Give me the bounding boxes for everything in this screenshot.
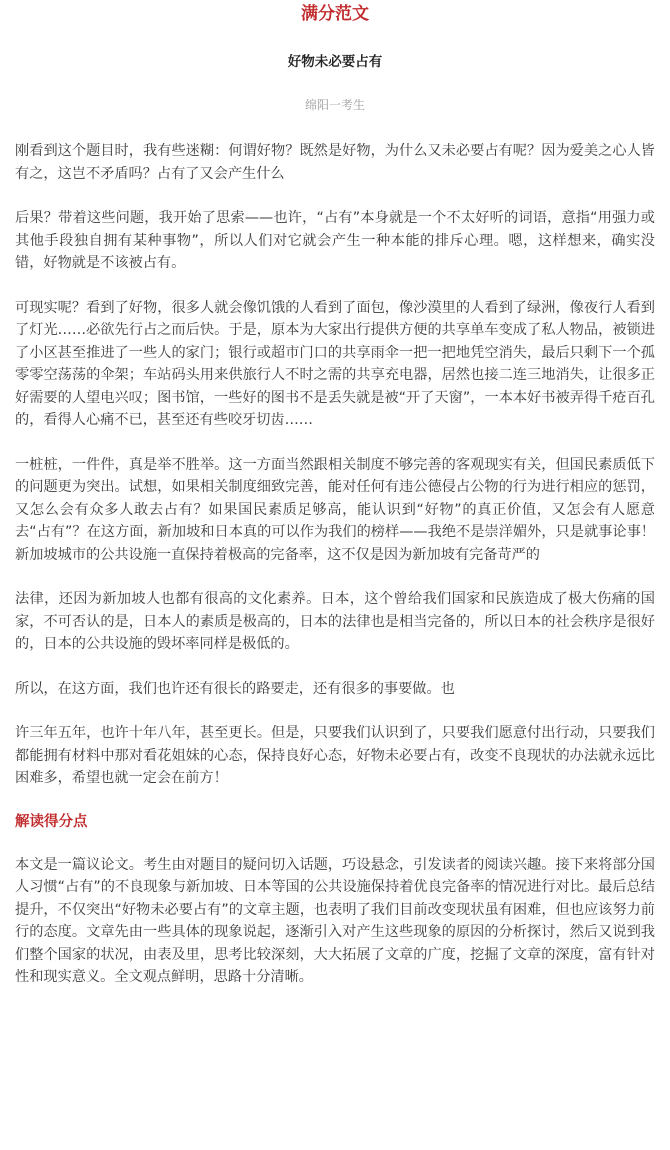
essay-paragraph-5: 法律，还因为新加坡人也都有很高的文化素养。日本，这个曾给我们国家和民族造成了极大伤痛的国家，不可否认的是，日本人的素质是极高的，日本的法律也是相当完备的，所以日本的社会秩序是很好的，日本的公共设施的毁坏率同样是极低的。 bbox=[15, 591, 655, 652]
essay-paragraph-4: 一桩桩，一件件，真是举不胜举。这一方面当然跟相关制度不够完善的客观现实有关，但国民素质低下的问题更为突出。试想，如果相关制度细致完善，能对任何有违公德侵占公物的行为进行相应的惩罚，又怎么会有众多人敢去占有？如果国民素质足够高，能认识到“好物”的真正价值，又怎会有人愿意去“占有”？在这方面，新加坡和日本真的可以作为我们的榜样——我绝不是崇洋媚外，只是就事论事！新加坡城市的公共设施一直保持着极高的完备率，这不仅是因为新加坡有完备苛严的 bbox=[15, 456, 655, 563]
essay-paragraph-2: 后果？带着这些问题，我开始了思索——也许，“占有”本身就是一个不太好听的词语，意指“用强力或其他手段独自拥有某种事物”，所以人们对它就会产生一种本能的排斥心理。嗯，这样想来，确实没错，好物就是不该被占有。 bbox=[15, 210, 655, 271]
analysis-title: 解读得分点 bbox=[15, 813, 88, 830]
author-byline: 绵阳一考生 bbox=[304, 98, 365, 112]
essay-paragraph-3: 可现实呢？看到了好物，很多人就会像饥饿的人看到了面包，像沙漠里的人看到了绿洲，像夜行人看到了灯光……必欲先行占之而后快。于是，原本为大家出行提供方便的共享单车变成了私人物品，被锁进了小区甚至推进了一些人的家门；银行或超市门口的共享雨伞一把一把地凭空消失，最后只剩下一个孤零零空荡荡的伞架；车站码头用来供旅行人不时之需的共享充电器，居然也接二连三地消失，让很多正好需要的人望电兴叹；图书馆，一些好的图书不是丢失就是被“开了天窗”，一本本好书被弄得千疮百孔的，看得人心痛不已，甚至还有些咬牙切齿…… bbox=[15, 299, 655, 428]
essay-paragraph-7: 许三年五年，也许十年八年，甚至更长。但是，只要我们认识到了，只要我们愿意付出行动，只要我们都能拥有材料中那对看花姐妹的心态，保持良好心态，好物未必要占有，改变不良现状的办法就永远比困难多，希望也就一定会在前方！ bbox=[15, 725, 655, 786]
analysis-paragraph: 本文是一篇议论文。考生由对题目的疑问切入话题，巧设悬念，引发读者的阅读兴趣。接下来将部分国人习惯“占有”的不良现象与新加坡、日本等国的公共设施保持着优良完备率的情况进行对比。最后总结提升，不仅突出“好物未必要占有”的文章主题，也表明了我们目前改变现状虽有困难，但也应该努力前行的态度。文章先由一些具体的现象说起，逐渐引入对产生这些现象的原因的分析探讨，然后又说到我们整个国家的状况，由表及里，思考比较深刻，大大拓展了文章的广度，挖掘了文章的深度，富有针对性和现实意义。全文观点鲜明，思路十分清晰。 bbox=[15, 856, 655, 985]
essay-paragraph-1: 刚看到这个题目时，我有些迷糊：何谓好物？既然是好物，为什么又未必要占有呢？因为爱美之心人皆有之，这岂不矛盾吗？占有了又会产生什么 bbox=[15, 143, 655, 182]
essay-paragraph-6: 所以，在这方面，我们也许还有很长的路要走，还有很多的事要做。也 bbox=[15, 680, 455, 697]
essay-title: 好物未必要占有 bbox=[287, 54, 383, 70]
section-title: 满分范文 bbox=[301, 4, 369, 24]
